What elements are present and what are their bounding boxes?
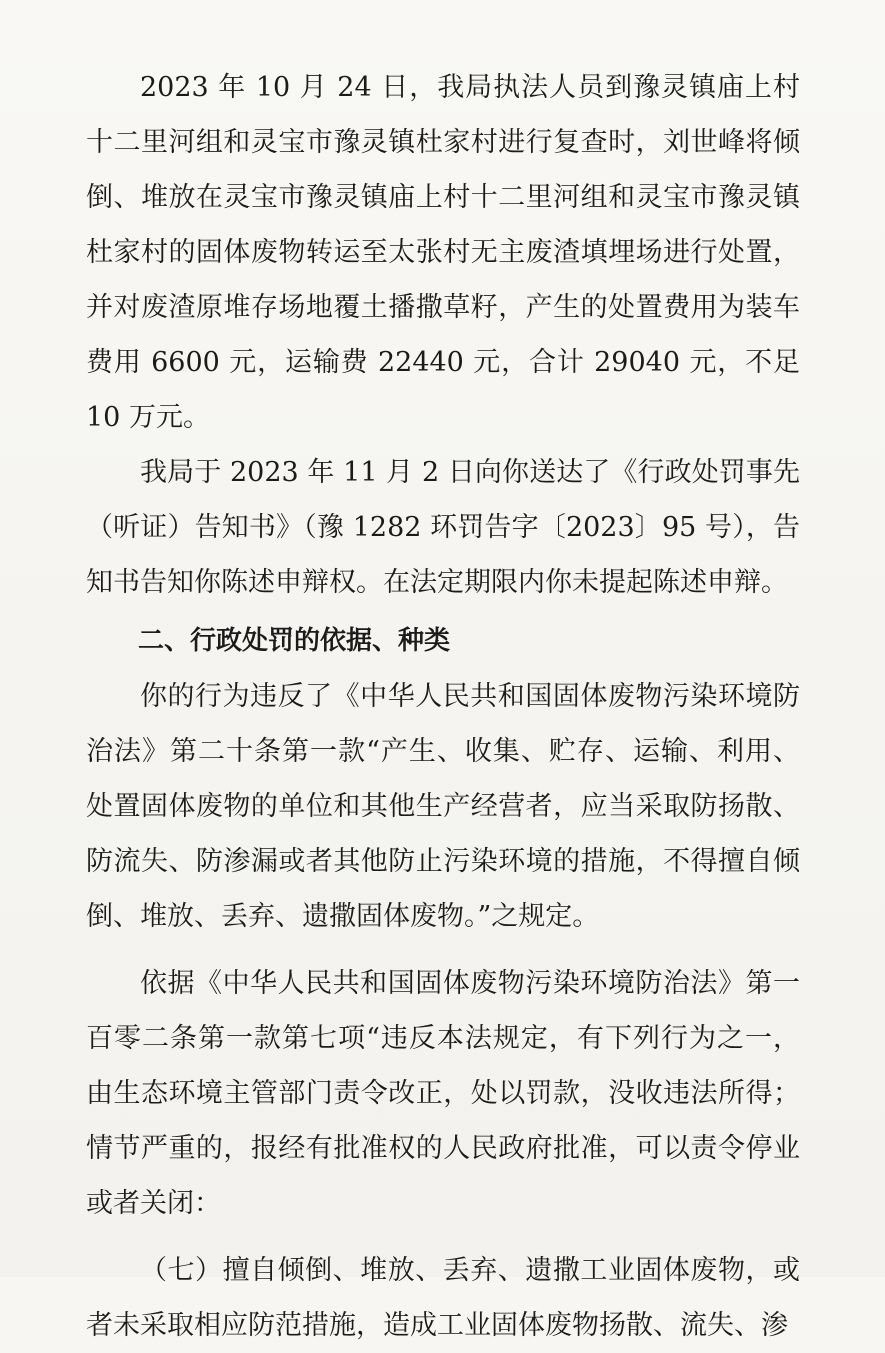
- section-heading-penalty-basis: 二、行政处罚的依据、种类: [138, 626, 451, 656]
- paragraph-violation: 你的行为违反了《中华人民共和国固体废物污染环境防治法》第二十条第一款“产生、收集、贮存、运输、利用、处置固体废物的单位和其他生产经营者，应当采取防扬散、防流失、防渗漏或者其他防止污染环境的措施，不得擅自倾倒、堆放、丢弃、遗撒固体废物。”之规定。: [86, 681, 800, 932]
- paragraph-item-seven: （七）擅自倾倒、堆放、丢弃、遗撒工业固体废物，或者未采取相应防范措施，造成工业固体废物扬散、流失、渗: [86, 1255, 800, 1341]
- paragraph-notice-delivery: 我局于 2023 年 11 月 2 日向你送达了《行政处罚事先（听证）告知书》（豫 1282 环罚告字〔2023〕95 号），告知书告知你陈述申辩权。在法定期限内你未提起陈述申辩。: [86, 457, 800, 598]
- paragraph-review-inspection: 2023 年 10 月 24 日，我局执法人员到豫灵镇庙上村十二里河组和灵宝市豫灵镇杜家村进行复查时，刘世峰将倾倒、堆放在灵宝市豫灵镇庙上村十二里河组和灵宝市豫灵镇杜家村的固体废物转运至太张村无主废渣填埋场进行处置，并对废渣原堆存场地覆土播撒草籽，产生的处置费用为装车费用 6600 元，运输费 22440 元，合计 29040 元，不足 10 万元。: [86, 72, 800, 433]
- paragraph-legal-basis: 依据《中华人民共和国固体废物污染环境防治法》第一百零二条第一款第七项“违反本法规定，有下列行为之一，由生态环境主管部门责令改正，处以罚款，没收违法所得；情节严重的，报经有批准权的人民政府批准，可以责令停业或者关闭：: [86, 968, 800, 1219]
- document-body: [86, 60, 800, 1353]
